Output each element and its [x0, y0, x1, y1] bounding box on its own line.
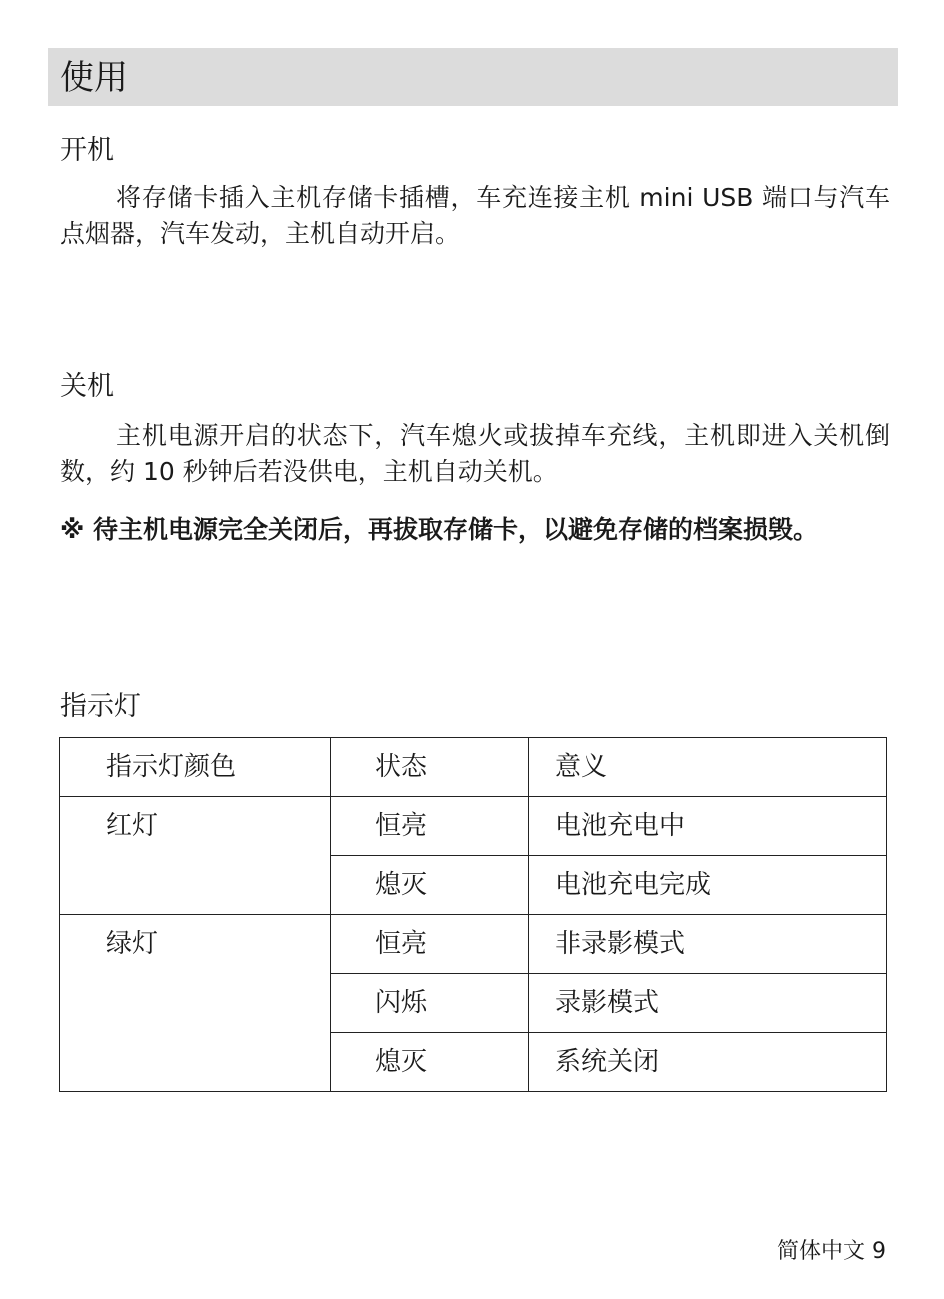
section-title: 使用: [60, 58, 128, 98]
table-header-row: [60, 738, 887, 797]
power-on-heading: 开机: [60, 135, 114, 166]
header-meaning: 意义: [529, 738, 887, 797]
footer-language: 简体中文: [776, 1239, 865, 1264]
table-row: [60, 915, 887, 974]
section-header-bar: [48, 48, 898, 106]
indicator-table: [59, 737, 887, 1092]
state-cell: 恒亮: [331, 797, 529, 856]
color-cell-red: 红灯: [60, 797, 331, 915]
meaning-cell: 录影模式: [529, 974, 887, 1033]
state-cell: 闪烁: [331, 974, 529, 1033]
state-cell: 熄灭: [331, 1033, 529, 1092]
page-number: 9: [872, 1239, 886, 1264]
color-cell-green: 绿灯: [60, 915, 331, 1092]
page-footer: [777, 1238, 886, 1266]
state-cell: 恒亮: [331, 915, 529, 974]
state-cell: 熄灭: [331, 856, 529, 915]
header-color: 指示灯颜色: [60, 738, 331, 797]
header-state: 状态: [331, 738, 529, 797]
power-off-paragraph: 主机电源开启的状态下，汽车熄火或拔掉车充线，主机即进入关机倒数，约 10 秒钟后若没供电，主机自动关机。: [60, 421, 890, 486]
meaning-cell: 非录影模式: [529, 915, 887, 974]
meaning-cell: 系统关闭: [529, 1033, 887, 1092]
warning-note: ※ 待主机电源完全关闭后，再拔取存储卡，以避免存储的档案损毁。: [60, 515, 819, 544]
table-row: [60, 797, 887, 856]
meaning-cell: 电池充电完成: [529, 856, 887, 915]
indicator-heading: 指示灯: [60, 691, 141, 722]
power-on-paragraph: 将存储卡插入主机存储卡插槽，车充连接主机 mini USB 端口与汽车点烟器，汽车发动，主机自动开启。: [60, 183, 890, 248]
power-off-heading: 关机: [60, 371, 114, 402]
meaning-cell: 电池充电中: [529, 797, 887, 856]
